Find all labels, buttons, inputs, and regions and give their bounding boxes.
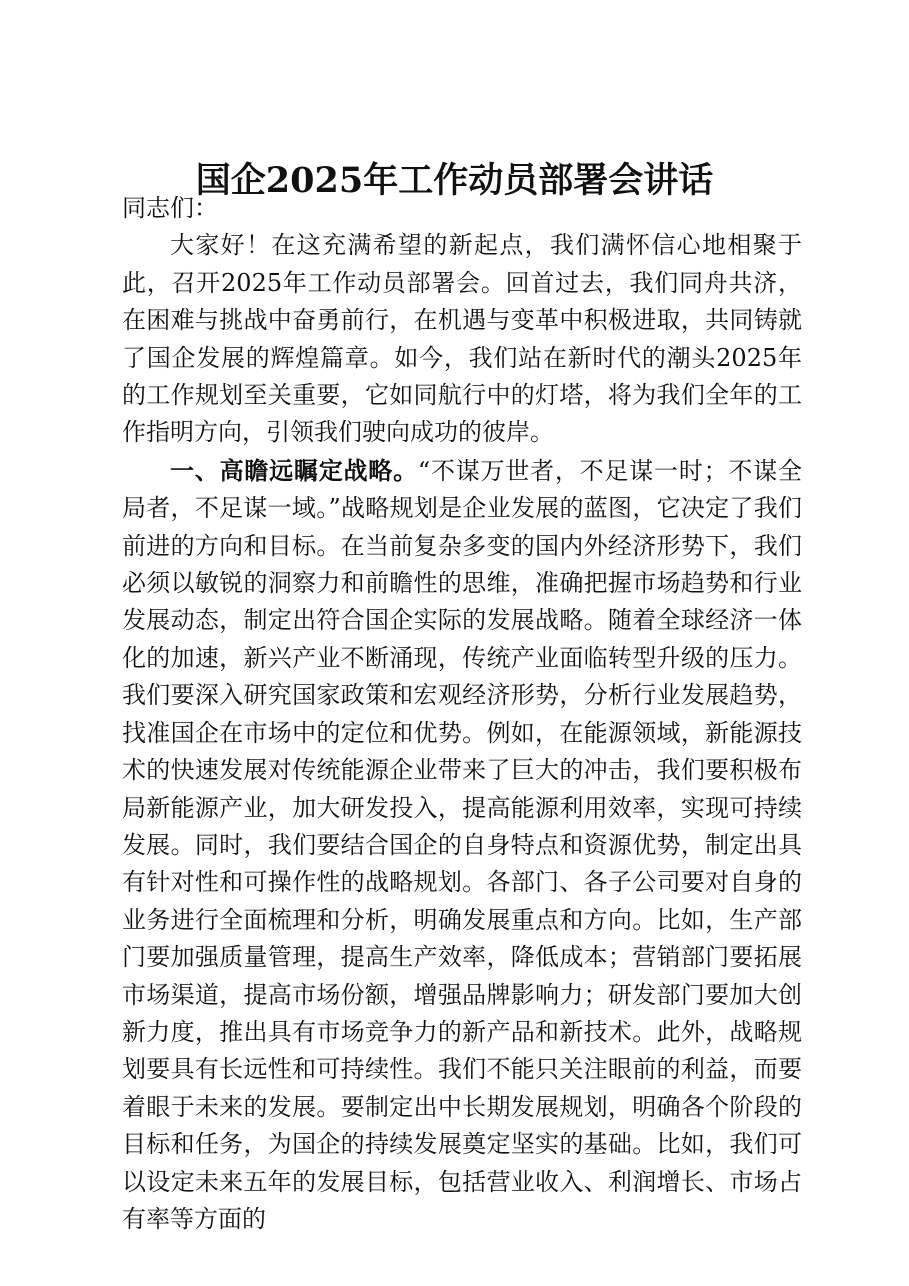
paragraph-intro: 大家好！在这充满希望的新起点，我们满怀信心地相聚于此，召开2025年工作动员部署会。回首过去，我们同舟共济，在困难与挑战中奋勇前行，在机遇与变革中积极进取，共同铸就了国企发展的辉煌篇章。如今，我们站在新时代的潮头2025年的工作规划至关重要，它如同航行中的灯塔，将为我们全年的工作指明方向，引领我们驶向成功的彼岸。 xyxy=(122,231,802,447)
section-1-body: “不谋万世者，不足谋一时；不谋全局者，不足谋一域。”战略规划是企业发展的蓝图，它决定了我们前进的方向和目标。在当前复杂多变的国内外经济形势下，我们必须以敏锐的洞察力和前瞻性的思维，准确把握市场趋势和行业发展动态，制定出符合国企实际的发展战略。随着全球经济一体化的加速，新兴产业不断涌现，传统产业面临转型升级的压力。我们要深入研究国家政策和宏观经济形势，分析行业发展趋势，找准国企在市场中的定位和优势。例如，在能源领域，新能源技术的快速发展对传统能源企业带来了巨大的冲击，我们要积极布局新能源产业，加大研发投入，提高能源利用效率，实现可持续发展。同时，我们要结合国企的自身特点和资源优势，制定出具有针对性和可操作性的战略规划。各部门、各子公司要对自身的业务进行全面梳理和分析，明确发展重点和方向。比如，生产部门要加强质量管理，提高生产效率，降低成本；营销部门要拓展市场渠道，提高市场份额，增强品牌影响力；研发部门要加大创新力度，推出具有市场竞争力的新产品和新技术。此外，战略规划要具有长远性和可持续性。我们不能只关注眼前的利益，而要着眼于未来的发展。要制定出中长期发展规划，明确各个阶段的目标和任务，为国企的持续发展奠定坚实的基础。比如，我们可以设定未来五年的发展目标，包括营业收入、利润增长、市场占有率等方面的 xyxy=(122,456,802,1233)
document-body xyxy=(122,190,802,1238)
section-1-heading: 一、高瞻远瞩定战略。 xyxy=(170,455,418,485)
paragraph-section-1 xyxy=(122,452,802,1239)
salutation: 同志们： xyxy=(122,194,218,222)
document-title: 国企2025年工作动员部署会讲话 xyxy=(195,160,714,201)
